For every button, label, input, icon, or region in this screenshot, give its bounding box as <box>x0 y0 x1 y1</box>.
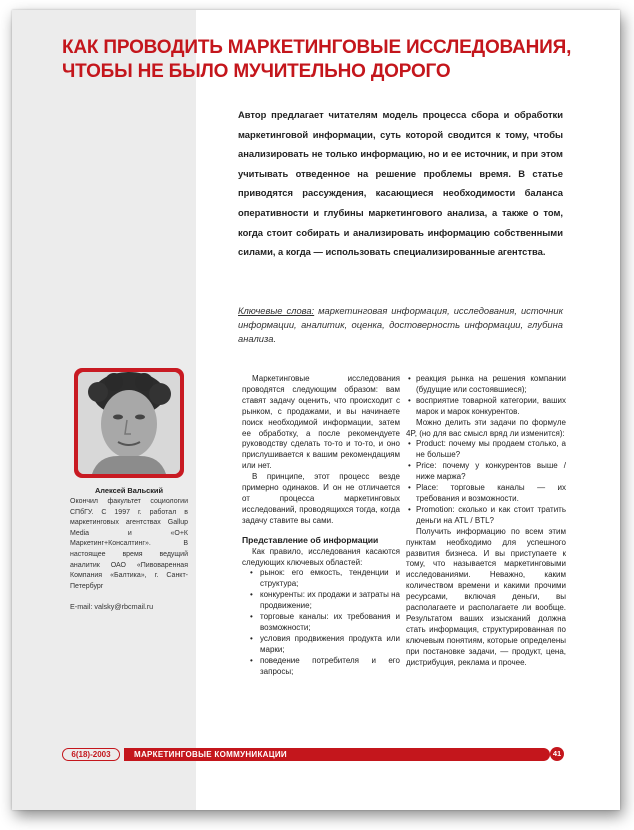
author-bio: Окончил факультет социологии СПбГУ. С 1997 г. работал в маркетинговых агентствах Gallup Media и «О+К Маркетинг+Консалтинг». В настоящее время ведущий аналитик ОАО «Пивоваренная Компания «Балтика», г. Санкт-Петербург <box>70 498 188 590</box>
article-lead: Автор предлагает читателям модель процесса сбора и обработки маркетинговой информации, суть которой сводится к тому, чтобы анализировать не только информацию, но и ее источник, и при этом учитывать отведенное на решение проблемы время. В статье приводятся рассуждения, касающиеся необходимости баланса оперативности и глубины маркетингового анализа, а также о том, когда стоит собирать и анализировать информацию собственными силами, а когда — использовать специализированные агентства. <box>238 109 563 258</box>
section-heading: Представление об информации <box>242 534 379 545</box>
list-item: • реакция рынка на решения компании (будущие или состоявшиеся); <box>406 374 566 396</box>
list-item: • условия продвижения продукта или марки; <box>242 634 400 656</box>
article-title-line-2: ЧТОБЫ НЕ БЫЛО МУЧИТЕЛЬНО ДОРОГО <box>62 61 451 82</box>
bullet-list-4p <box>406 439 566 526</box>
section-name: МАРКЕТИНГОВЫЕ КОММУНИКАЦИИ <box>134 750 287 759</box>
author-photo <box>74 368 184 478</box>
list-item: • поведение потребителя и его запросы; <box>242 656 400 678</box>
page-footer <box>62 748 564 762</box>
keywords-label: Ключевые слова: <box>238 305 315 316</box>
author-email: E-mail: valsky@rbcmail.ru <box>70 602 154 611</box>
author-portrait-image <box>78 372 180 474</box>
keywords <box>238 304 563 346</box>
list-item: • Promotion: сколько и как стоит тратить деньги на ATL / BTL? <box>406 505 566 527</box>
keywords-text: маркетинговая информация, исследования, источник информации, аналитик, оценка, достоверность информации, глубина анализа. <box>238 305 563 344</box>
list-item: • торговые каналы: их требования и возможности; <box>242 612 400 634</box>
section-bar <box>124 748 550 761</box>
list-item: • Product: почему мы продаем столько, а не больше? <box>406 439 566 461</box>
text-column-2 <box>406 374 566 668</box>
list-item: • рынок: его емкость, тенденции и структура; <box>242 568 400 590</box>
paragraph: В принципе, этот процесс везде примерно одинаков. И он не отличается от процесса маркетинговых исследований, проводящихся тогда, когда задачу ставите вы сами. <box>242 472 400 525</box>
author-name: Алексей Вальский <box>94 486 164 495</box>
text-column-1 <box>242 374 400 677</box>
bullet-list <box>406 374 566 418</box>
paragraph: Как правило, исследования касаются следующих ключевых областей: <box>242 546 400 567</box>
bullet-list <box>242 568 400 677</box>
article-title-line-1: КАК ПРОВОДИТЬ МАРКЕТИНГОВЫЕ ИССЛЕДОВАНИЯ, <box>62 37 572 58</box>
list-item: • конкуренты: их продажи и затраты на продвижение; <box>242 590 400 612</box>
paragraph: Получить информацию по всем этим пунктам необходимо для успешного развития бизнеса. И вы приступаете к тому, что называется маркетинговыми исследованиями. Неважно, каким количеством времени и какими прочими ресурсами, включая деньги, вы располагаете и располагаете ли вообще. Результатом ваших изысканий должна стать информация, структурированная по ключевым понятиям, которые определены при постановке задачи, — продукт, цена, дистрибуция, реклама и прочее. <box>406 526 566 667</box>
list-item: • Place: торговые каналы — их требования и возможности. <box>406 483 566 505</box>
list-item: • Price: почему у конкурентов выше / ниже маржа? <box>406 461 566 483</box>
page-number: 41 <box>550 747 564 761</box>
paragraph: Можно делить эти задачи по формуле 4P, (но для вас смысл вряд ли изменится): <box>406 417 566 438</box>
article-title <box>62 36 602 84</box>
paragraph: Маркетинговые исследования проводятся следующим образом: вам ставят задачу оценить, что происходит с рынком, с продажами, и вы начинаете поиск необходимой информации, затем ее обработку, а после рекомендуете руководству сделать то-то и то-то, и оно прислушивается к вашим рекомендациям или нет. <box>242 374 400 471</box>
issue-badge: 6(18)-2003 <box>62 748 120 761</box>
magazine-page <box>12 10 620 810</box>
list-item: • восприятие товарной категории, ваших марок и марок конкурентов. <box>406 396 566 418</box>
